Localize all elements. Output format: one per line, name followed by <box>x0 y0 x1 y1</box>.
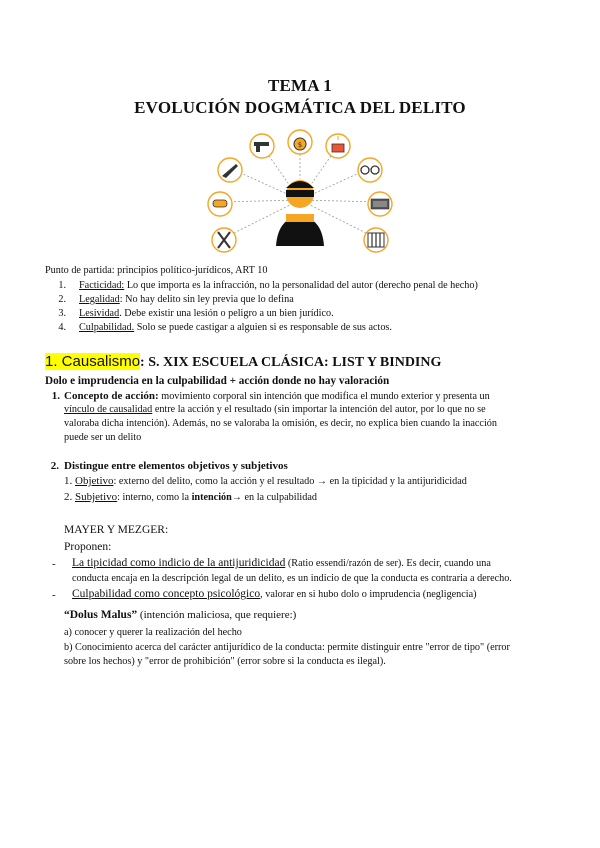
dolus-line <box>64 609 296 621</box>
principle-4 <box>79 322 392 334</box>
mayer-bullet1 <box>72 557 491 570</box>
pills-icon <box>213 200 227 207</box>
dolus-term: “Dolus Malus” <box>64 609 138 621</box>
objective-line <box>64 475 467 488</box>
principle-2 <box>79 294 294 306</box>
crime-illustration <box>200 128 400 260</box>
item2-heading: Distingue entre elementos objetivos y subjetivos <box>64 460 288 472</box>
subjective-num: 2. <box>64 491 73 503</box>
section1-heading-rest: : S. XIX ESCUELA CLÁSICA: LIST Y BINDING <box>140 355 442 370</box>
dolus-b-line1: b) Conocimiento acerca del carácter antijurídico de la conducta: permite distinguir entre "error de tipo" (error <box>64 642 510 653</box>
mayer-bullet1-line2: conducta encaja en la descripción legal de un delito, es un indicio de que la conducta es contraria a derecho. <box>72 573 512 584</box>
objective-text: : externo del delito, como la acción y el resultado → en la tipicidad y la antijuridicidad <box>113 476 467 487</box>
money-bag-icon <box>294 138 306 150</box>
subjective-bold: intención→ <box>191 492 242 503</box>
mayer-bullet1-term: La tipicidad como indicio de la antijuridicidad <box>72 557 286 569</box>
principle-1 <box>79 280 478 292</box>
mayer-title: MAYER Y MEZGER: <box>64 524 169 536</box>
objective-num: 1. <box>64 475 73 487</box>
mayer-bullet2-dash: - <box>52 589 56 601</box>
mayer-bullet1-dash: - <box>52 558 56 570</box>
mayer-bullet1-rest: (Ratio essendi/razón de ser). Es decir, cuando una <box>285 558 491 569</box>
thief-icon <box>276 179 324 246</box>
item1-text1: movimiento corporal sin intención que modifica el mundo exterior y presenta un <box>158 391 490 402</box>
item1-num: 1. <box>51 390 60 402</box>
mayer-bullet2-rest: , valorar en si hubo dolo o imprudencia (negligencia) <box>260 589 477 600</box>
principle-3-text: . Debe existir una lesión o peligro a un bien jurídico. <box>119 308 334 319</box>
document-title-line2: EVOLUCIÓN DOGMÁTICA DEL DELITO <box>134 98 466 117</box>
item1-line3: valoraba dicha intención). Además, no se valoraba la omisión, es decir, no explica bien cuando la inacción <box>64 418 497 429</box>
principle-1-num: 1. <box>58 280 66 291</box>
principle-3-num: 3. <box>58 308 66 319</box>
section1-subheading: Dolo e imprudencia en la culpabilidad + acción donde no hay valoración <box>45 375 390 387</box>
principle-2-term: Legalidad <box>79 294 120 305</box>
objective-term: Objetivo <box>75 475 114 487</box>
prison-icon <box>368 233 384 247</box>
svg-text:$: $ <box>297 141 303 149</box>
dolus-b-line2: sobre los hechos) y "error de prohibición" (error sobre si la conducta es ilegal). <box>64 656 386 667</box>
section1-heading-highlight: 1. Causalismo <box>45 353 141 370</box>
principle-3 <box>79 308 334 320</box>
principle-4-num: 4. <box>58 322 66 333</box>
item1-causal-term: vínculo de causalidad <box>64 404 153 415</box>
mayer-bullet2-term: Culpabilidad como concepto psicológico <box>72 588 261 600</box>
item1-line4: puede ser un delito <box>64 432 142 443</box>
principle-2-num: 2. <box>58 294 66 305</box>
subjective-text-b: en la culpabilidad <box>241 492 317 503</box>
mayer-bullet2 <box>72 588 477 601</box>
subjective-line <box>64 491 317 504</box>
principle-4-text: Solo se puede castigar a alguien si es responsable de sus actos. <box>134 322 392 333</box>
principle-2-text: : No hay delito sin ley previa que lo defina <box>119 294 294 305</box>
principle-1-text: Lo que importa es la infracción, no la personalidad del autor (derecho penal de hecho) <box>124 280 478 291</box>
item1-term: Concepto de acción: <box>64 390 159 402</box>
intro-text: Punto de partida: principios político-jurídicos, ART 10 <box>45 265 268 276</box>
dolus-a: a) conocer y querer la realización del hecho <box>64 627 242 638</box>
mayer-proponen: Proponen: <box>64 541 112 553</box>
document-title-line1: TEMA 1 <box>267 76 332 95</box>
subjective-text-a: : interno, como la <box>117 492 192 503</box>
principle-1-term: Facticidad: <box>79 280 125 291</box>
dolus-text: (intención maliciosa, que requiere:) <box>137 609 297 621</box>
section1-heading <box>45 354 441 372</box>
item1-line2 <box>64 404 486 416</box>
item2-num: 2. <box>50 460 59 472</box>
principle-3-term: Lesividad <box>79 308 120 319</box>
principle-4-term: Culpabilidad. <box>79 322 135 333</box>
item1-text2: entre la acción y el resultado (sin importar la intención del autor, por lo que no se <box>152 404 486 415</box>
item1-line1 <box>64 390 490 403</box>
cash-icon <box>371 199 389 209</box>
subjective-term: Subjetivo <box>75 491 118 503</box>
